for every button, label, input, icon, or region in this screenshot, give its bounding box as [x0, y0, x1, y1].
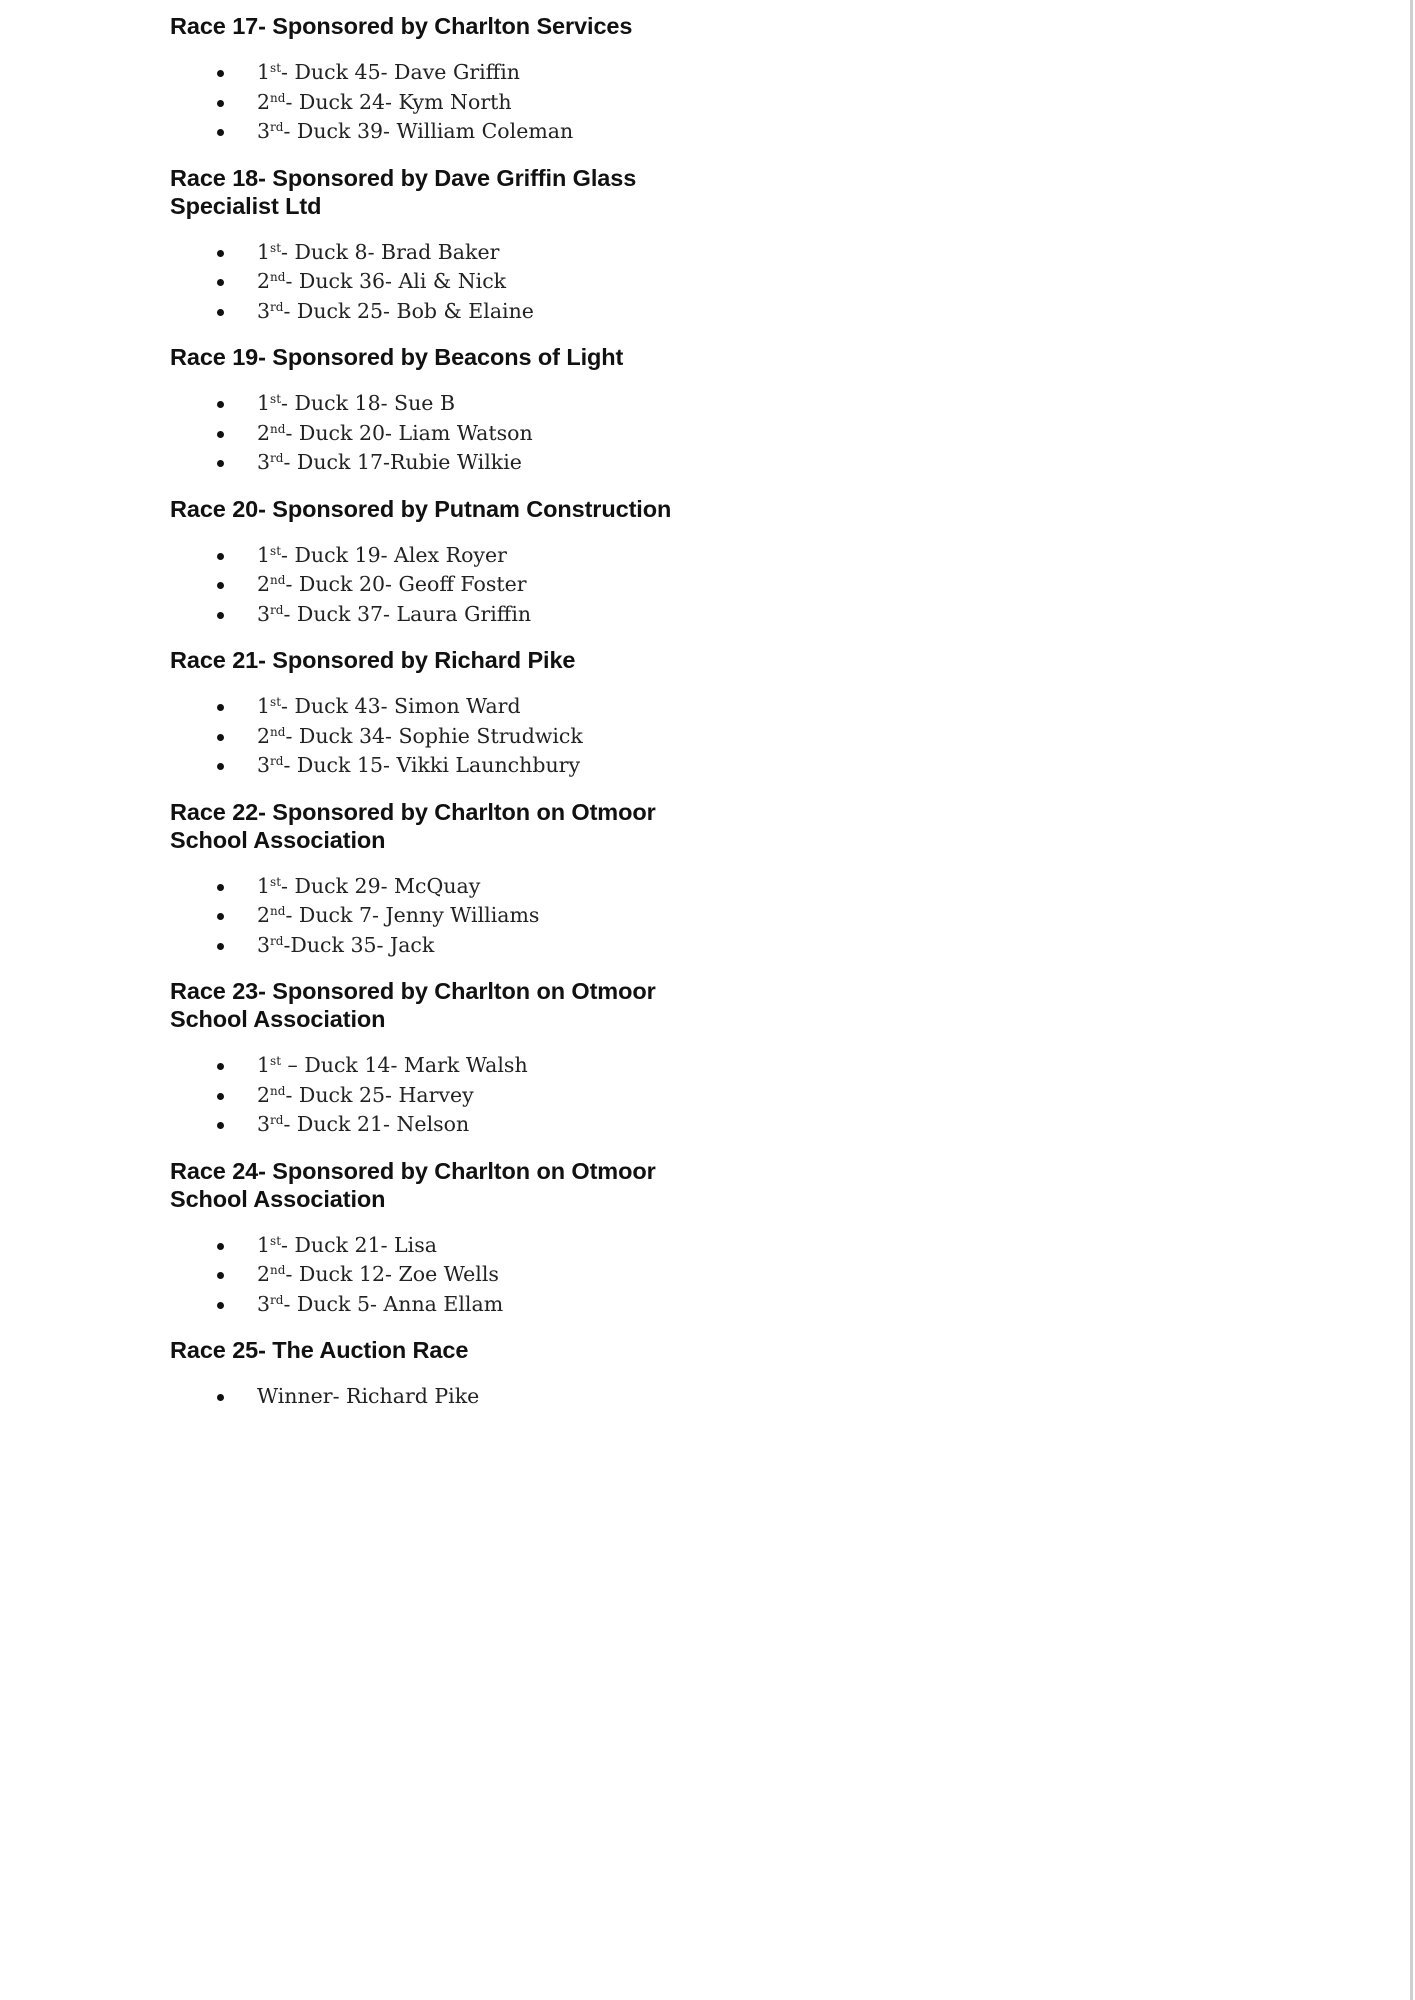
result-text: - Duck 21- Lisa — [281, 1232, 437, 1257]
place-suffix: nd — [270, 1083, 286, 1098]
result-text: - Duck 19- Alex Royer — [281, 542, 507, 567]
list-item — [170, 901, 690, 931]
result-text: - Duck 24- Kym North — [285, 89, 512, 114]
place-suffix: rd — [270, 299, 284, 314]
place-suffix: rd — [270, 602, 284, 617]
list-item — [170, 1382, 690, 1412]
bullet-icon — [217, 943, 224, 950]
race-heading: Race 23- Sponsored by Charlton on Otmoor School Association — [170, 978, 656, 1032]
bullet-icon — [217, 612, 224, 619]
list-item — [170, 1290, 690, 1320]
list-item — [170, 751, 690, 781]
place-number: 2 — [257, 903, 271, 927]
bullet-icon — [217, 1093, 224, 1100]
bullet-icon — [217, 1243, 224, 1250]
results-list — [170, 1231, 690, 1320]
place-suffix: st — [270, 240, 282, 255]
list-item — [170, 600, 690, 630]
bullet-icon — [217, 734, 224, 741]
bullet-icon — [217, 1063, 224, 1070]
result-text: - Duck 12- Zoe Wells — [285, 1262, 499, 1286]
race-results-list — [170, 12, 690, 1429]
race-section — [170, 1157, 690, 1320]
results-list — [170, 58, 690, 147]
result-text: - Duck 7- Jenny Williams — [285, 903, 540, 927]
race-section — [170, 1336, 690, 1412]
list-item — [170, 541, 690, 571]
bullet-icon — [217, 279, 224, 286]
bullet-icon — [217, 1302, 224, 1309]
place-number: 1 — [257, 60, 271, 84]
race-heading: Race 24- Sponsored by Charlton on Otmoor School Association — [170, 1157, 656, 1212]
place-suffix: rd — [270, 754, 284, 768]
place-number: 3 — [257, 753, 271, 777]
results-list — [170, 1382, 690, 1412]
bullet-icon — [217, 100, 224, 107]
list-item — [170, 297, 690, 327]
race-heading: Race 18- Sponsored by Dave Griffin Glass Specialist Ltd — [170, 164, 637, 219]
results-list — [170, 238, 690, 327]
page-edge-line — [1410, 0, 1413, 2000]
place-suffix: nd — [270, 90, 286, 105]
bullet-icon — [217, 884, 224, 891]
place-number: 2 — [257, 420, 271, 445]
result-text: - Duck 25- Harvey — [285, 1082, 474, 1107]
bullet-icon — [217, 129, 224, 136]
bullet-icon — [217, 763, 224, 770]
bullet-icon — [217, 1122, 224, 1129]
list-item — [170, 1051, 690, 1081]
result-text: -Duck 35- Jack — [283, 932, 435, 957]
list-item — [170, 872, 690, 902]
place-number: 1 — [257, 1053, 271, 1077]
list-item — [170, 692, 690, 722]
race-section — [170, 343, 690, 478]
place-number: 3 — [257, 298, 271, 323]
results-list — [170, 1051, 690, 1140]
place-suffix: st — [270, 543, 282, 558]
bullet-icon — [217, 70, 224, 77]
bullet-icon — [217, 1272, 224, 1279]
place-number: 3 — [257, 450, 271, 474]
result-text: - Duck 17-Rubie Wilkie — [283, 450, 522, 474]
bullet-icon — [217, 582, 224, 589]
result-text: - Duck 25- Bob & Elaine — [283, 298, 534, 323]
result-text: - Duck 39- William Coleman — [283, 119, 574, 143]
place-suffix: st — [270, 874, 282, 889]
place-suffix: st — [270, 1233, 282, 1248]
place-suffix: rd — [270, 451, 284, 465]
result-text: - Duck 20- Liam Watson — [285, 420, 533, 445]
bullet-icon — [217, 704, 224, 711]
result-text: - Duck 36- Ali & Nick — [285, 269, 507, 293]
place-number: 3 — [257, 601, 271, 626]
place-number: 2 — [257, 572, 271, 596]
place-number: 1 — [257, 1232, 271, 1257]
race-heading: Race 19- Sponsored by Beacons of Light — [170, 344, 624, 370]
list-item — [170, 1110, 690, 1140]
list-item — [170, 570, 690, 600]
place-suffix: nd — [270, 573, 286, 587]
race-section — [170, 164, 690, 327]
result-text: - Duck 21- Nelson — [283, 1112, 470, 1136]
place-number: 3 — [257, 119, 271, 143]
result-text: - Duck 45- Dave Griffin — [281, 60, 521, 84]
race-heading: Race 21- Sponsored by Richard Pike — [170, 647, 576, 673]
place-suffix: rd — [270, 120, 284, 134]
place-number: 1 — [257, 694, 271, 718]
result-text: - Duck 37- Laura Griffin — [283, 601, 532, 626]
place-number: 3 — [257, 1291, 271, 1316]
result-text: Winner- Richard Pike — [257, 1384, 480, 1408]
place-suffix: rd — [270, 1113, 284, 1127]
race-section — [170, 977, 690, 1140]
result-text: - Duck 18- Sue B — [281, 391, 456, 415]
place-suffix: st — [270, 695, 282, 709]
result-text: - Duck 5- Anna Ellam — [283, 1291, 504, 1316]
results-list — [170, 389, 690, 478]
list-item — [170, 419, 690, 449]
results-list — [170, 692, 690, 781]
bullet-icon — [217, 401, 224, 408]
race-heading: Race 22- Sponsored by Charlton on Otmoor School Association — [170, 798, 656, 853]
place-suffix: nd — [270, 270, 286, 284]
place-suffix: st — [270, 61, 282, 75]
result-text: - Duck 20- Geoff Foster — [285, 572, 527, 596]
place-number: 1 — [257, 239, 271, 264]
place-number: 1 — [257, 873, 271, 898]
place-number: 3 — [257, 932, 271, 957]
bullet-icon — [217, 913, 224, 920]
bullet-icon — [217, 553, 224, 560]
race-heading: Race 25- The Auction Race — [170, 1337, 469, 1363]
bullet-icon — [217, 309, 224, 316]
bullet-icon — [217, 1394, 224, 1401]
list-item — [170, 267, 690, 297]
place-suffix: rd — [270, 933, 284, 948]
result-text: - Duck 43- Simon Ward — [281, 694, 521, 718]
race-section — [170, 12, 690, 147]
bullet-icon — [217, 431, 224, 438]
race-section — [170, 495, 690, 630]
place-suffix: nd — [270, 1263, 286, 1277]
list-item — [170, 722, 690, 752]
race-heading: Race 20- Sponsored by Putnam Construction — [170, 495, 672, 522]
list-item — [170, 117, 690, 147]
result-text: – Duck 14- Mark Walsh — [281, 1053, 528, 1077]
list-item — [170, 448, 690, 478]
race-heading: Race 17- Sponsored by Charlton Services — [170, 13, 633, 39]
result-text: - Duck 8- Brad Baker — [281, 239, 500, 264]
results-list — [170, 541, 690, 630]
place-suffix: st — [270, 1054, 282, 1068]
list-item — [170, 1231, 690, 1261]
place-number: 3 — [257, 1112, 271, 1136]
results-list — [170, 872, 690, 961]
list-item — [170, 88, 690, 118]
place-suffix: rd — [270, 1292, 284, 1307]
list-item — [170, 931, 690, 961]
list-item — [170, 238, 690, 268]
place-number: 1 — [257, 391, 271, 415]
place-number: 2 — [257, 1262, 271, 1286]
bullet-icon — [217, 250, 224, 257]
race-section — [170, 798, 690, 961]
place-suffix: st — [270, 392, 282, 406]
result-text: - Duck 29- McQuay — [281, 873, 481, 898]
list-item — [170, 58, 690, 88]
result-text: - Duck 34- Sophie Strudwick — [285, 723, 583, 748]
place-number: 2 — [257, 89, 271, 114]
bullet-icon — [217, 460, 224, 467]
list-item — [170, 389, 690, 419]
place-suffix: nd — [270, 904, 286, 918]
place-suffix: nd — [270, 421, 286, 436]
place-number: 2 — [257, 723, 271, 748]
result-text: - Duck 15- Vikki Launchbury — [283, 753, 581, 777]
place-suffix: nd — [270, 724, 286, 739]
place-number: 2 — [257, 269, 271, 293]
place-number: 1 — [257, 542, 271, 567]
list-item — [170, 1081, 690, 1111]
list-item — [170, 1260, 690, 1290]
race-section — [170, 646, 690, 781]
place-number: 2 — [257, 1082, 271, 1107]
